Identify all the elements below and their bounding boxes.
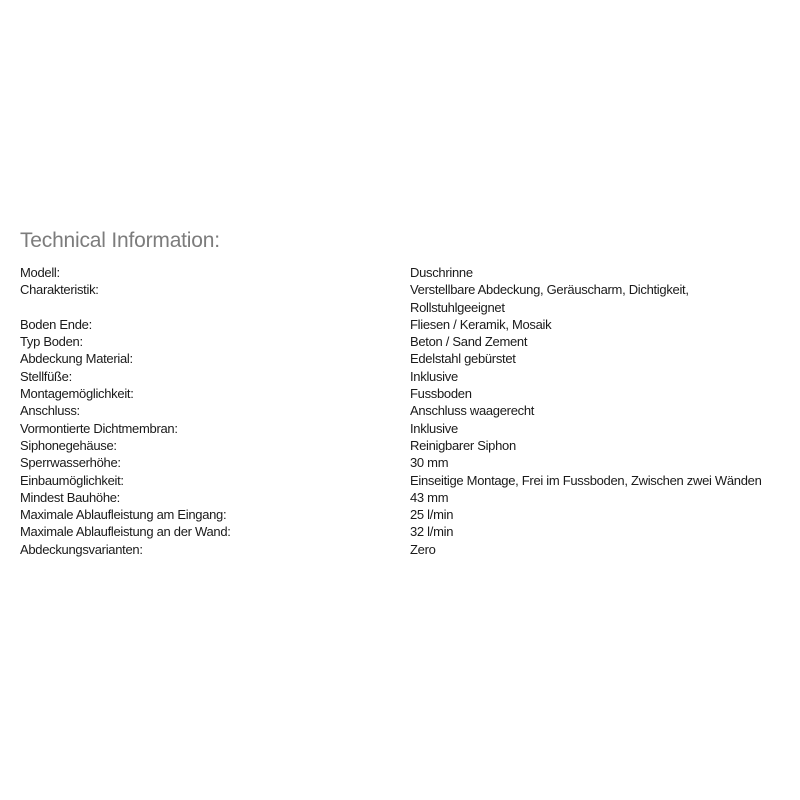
spec-value	[410, 368, 790, 385]
spec-value	[410, 402, 790, 419]
spec-value-line: Einseitige Montage, Frei im Fussboden, Zwischen zwei Wänden	[410, 472, 762, 488]
spec-table	[20, 264, 790, 558]
spec-row	[20, 350, 790, 367]
spec-value-line: Rollstuhlgeeignet	[410, 299, 505, 315]
spec-row	[20, 506, 790, 523]
page-title: Technical Information:	[20, 229, 220, 252]
spec-label: Typ Boden:	[20, 334, 83, 350]
spec-value	[410, 489, 790, 506]
spec-label: Einbaumöglichkeit:	[20, 472, 124, 488]
spec-value-line: 32 l/min	[410, 524, 454, 540]
spec-value	[410, 350, 790, 367]
spec-value	[410, 541, 790, 558]
spec-row	[20, 333, 790, 350]
spec-value	[410, 264, 790, 281]
spec-label: Charakteristik:	[20, 282, 99, 298]
spec-row	[20, 281, 790, 316]
spec-label: Maximale Ablaufleistung am Eingang:	[20, 507, 227, 523]
spec-value-line: Verstellbare Abdeckung, Geräuscharm, Dichtigkeit,	[410, 282, 689, 298]
spec-row	[20, 541, 790, 558]
spec-value	[410, 281, 790, 316]
spec-label: Boden Ende:	[20, 316, 92, 332]
spec-label: Abdeckungsvarianten:	[20, 541, 143, 557]
spec-value-line: Zero	[410, 541, 436, 557]
spec-value-line: Anschluss waagerecht	[410, 403, 535, 419]
spec-value	[410, 333, 790, 350]
spec-value-line: Fussboden	[410, 386, 472, 402]
spec-row	[20, 523, 790, 540]
spec-value-line: 25 l/min	[410, 507, 454, 523]
spec-value	[410, 472, 790, 489]
spec-value	[410, 506, 790, 523]
spec-row	[20, 385, 790, 402]
spec-row	[20, 437, 790, 454]
spec-row	[20, 402, 790, 419]
spec-value-line: 43 mm	[410, 489, 449, 505]
spec-row	[20, 472, 790, 489]
spec-value-line: 30 mm	[410, 455, 449, 471]
spec-label: Modell:	[20, 265, 60, 280]
spec-value-line: Edelstahl gebürstet	[410, 351, 516, 367]
spec-value-line: Duschrinne	[410, 265, 473, 280]
spec-row	[20, 420, 790, 437]
spec-label: Anschluss:	[20, 403, 80, 419]
spec-label: Abdeckung Material:	[20, 351, 133, 367]
spec-label: Sperrwasserhöhe:	[20, 455, 121, 471]
spec-label: Siphonegehäuse:	[20, 437, 117, 453]
spec-value	[410, 454, 790, 471]
spec-label: Montagemöglichkeit:	[20, 386, 134, 402]
spec-row	[20, 454, 790, 471]
spec-label: Stellfüße:	[20, 368, 72, 384]
spec-value	[410, 385, 790, 402]
spec-label: Mindest Bauhöhe:	[20, 489, 120, 505]
spec-row	[20, 316, 790, 333]
spec-value	[410, 437, 790, 454]
spec-value-line: Fliesen / Keramik, Mosaik	[410, 316, 552, 332]
spec-value-line: Beton / Sand Zement	[410, 334, 528, 350]
spec-value-line: Inklusive	[410, 368, 458, 384]
spec-row	[20, 368, 790, 385]
spec-label: Vormontierte Dichtmembran:	[20, 420, 178, 436]
spec-label: Maximale Ablaufleistung an der Wand:	[20, 524, 231, 540]
spec-row	[20, 489, 790, 506]
spec-value	[410, 316, 790, 333]
spec-value-line: Reinigbarer Siphon	[410, 437, 516, 453]
spec-value	[410, 420, 790, 437]
spec-value-line: Inklusive	[410, 420, 458, 436]
spec-value	[410, 523, 790, 540]
spec-row	[20, 264, 790, 281]
